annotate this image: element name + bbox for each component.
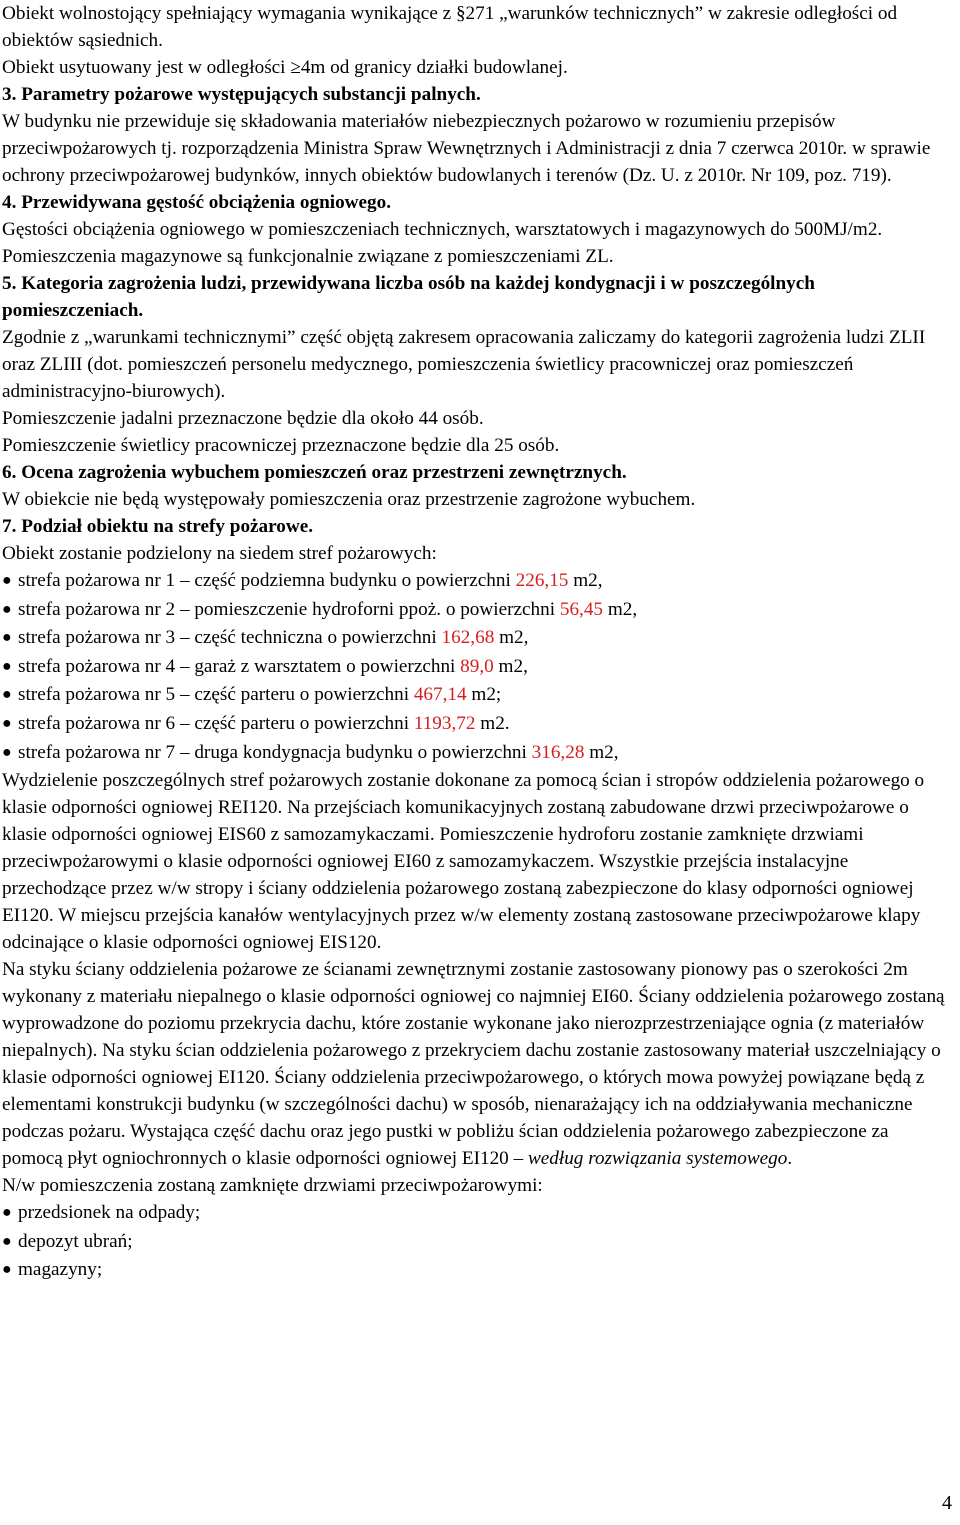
list-item: ● strefa pożarowa nr 1 – część podziemna budynku o powierzchni 226,15 m2, — [2, 567, 952, 596]
bullet-icon: ● — [2, 657, 12, 675]
document-page — [2, 0, 952, 1285]
bullet-icon: ● — [2, 572, 12, 589]
bullet-icon: ● — [2, 1261, 12, 1279]
section-4-text-1: Gęstości obciążenia ogniowego w pomieszczeniach technicznych, warsztatowych i magazynowych do 500MJ/m2. — [2, 219, 883, 240]
list-item: ● strefa pożarowa nr 5 – część parteru o powierzchni 467,14 m2; — [2, 681, 952, 710]
fire-zone-list — [2, 567, 952, 767]
section-5-heading: 5. Kategoria zagrożenia ludzi, przewidywana liczba osób na każdej kondygnacji i w poszczególnych pomieszczeniach. — [2, 273, 815, 321]
bullet-icon: ● — [2, 1232, 12, 1250]
bullet-icon: ● — [2, 714, 12, 732]
list-item: ● strefa pożarowa nr 4 – garaż z warsztatem o powierzchni 89,0 m2, — [2, 653, 952, 682]
page-number: 4 — [942, 1492, 952, 1514]
zone-area: 316,28 — [531, 741, 585, 763]
list-item: ● magazyny; — [2, 1256, 952, 1285]
section-7-paragraph-2: Na styku ściany oddzielenia pożarowe ze ścianami zewnętrznymi zostanie zastosowany pionowy pas o szerokości 2m wykonany z materiału niepalnego o klasie odporności ogniowej co najmniej EI60. Ściany oddzielenia pożarowego zostaną wyprowadzone do poziomu przekrycia dachu, które zostanie wykonane jako nierozprzestrzeniające ognia (z materiałów niepalnych). Na styku ścian oddzielenia pożarowego z przekryciem dachu zostanie zastosowany materiał uszczelniający o klasie odporności ogniowej EI120. Ściany oddzielenia przeciwpożarowego, o których mowa powyżej powiązane będą z elementami konstrukcji budynku (w szczególności dachu) w sposób, nienarażający ich na oddziaływania mechaniczne podczas pożaru. Wystająca część dachu oraz jego pustki w pobliżu ścian oddzielenia pożarowego zabezpieczone za pomocą płyt ogniochronnych o klasie odporności ogniowej EI120 – według rozwiązania systemowego. — [2, 959, 945, 1170]
paragraph-distance: Obiekt usytuowany jest w odległości ≥4m od granicy działki budowlanej. — [2, 57, 568, 78]
bullet-icon: ● — [2, 686, 12, 704]
bullet-icon: ● — [2, 743, 12, 761]
section-5-text-2: Pomieszczenie jadalni przeznaczone będzie dla około 44 osób. — [2, 408, 484, 429]
section-5-text-3: Pomieszczenie świetlicy pracowniczej przeznaczone będzie dla 25 osób. — [2, 435, 560, 456]
section-6-heading: 6. Ocena zagrożenia wybuchem pomieszczeń oraz przestrzeni zewnętrznych. — [2, 462, 627, 483]
list-item: ● strefa pożarowa nr 7 – druga kondygnacja budynku o powierzchni 316,28 m2, — [2, 739, 952, 768]
section-3-heading: 3. Parametry pożarowe występujących substancji palnych. — [2, 84, 481, 105]
doors-list — [2, 1199, 952, 1285]
section-4-text-2: Pomieszczenia magazynowe są funkcjonalnie związane z pomieszczeniami ZL. — [2, 246, 614, 267]
paragraph-location: Obiekt wolnostojący spełniający wymagania wynikające z §271 „warunków technicznych” w zakresie odległości od obiektów sąsiednich. — [2, 3, 898, 51]
zone-area: 162,68 — [441, 627, 495, 649]
zone-area: 226,15 — [515, 570, 569, 591]
section-7-intro: Obiekt zostanie podzielony na siedem stref pożarowych: — [2, 543, 437, 564]
list-item: ● depozyt ubrań; — [2, 1228, 952, 1257]
section-3-text: W budynku nie przewiduje się składowania materiałów niebezpiecznych pożarowo w rozumieniu przepisów przeciwpożarowych tj. rozporządzenia Ministra Spraw Wewnętrznych i Administracji z dnia 7 czerwca 2010r. w sprawie ochrony przeciwpożarowej budynków, innych obiektów budowlanych i terenów (Dz. U. z 2010r. Nr 109, poz. 719). — [2, 111, 931, 186]
section-6-text: W obiekcie nie będą występowały pomieszczenia oraz przestrzenie zagrożone wybuchem. — [2, 489, 696, 510]
bullet-icon: ● — [2, 1204, 12, 1222]
section-4-heading: 4. Przewidywana gęstość obciążenia ogniowego. — [2, 192, 392, 213]
list-item: ● strefa pożarowa nr 2 – pomieszczenie hydroforni ppoż. o powierzchni 56,45 m2, — [2, 596, 952, 625]
doors-intro: N/w pomieszczenia zostaną zamknięte drzwiami przeciwpożarowymi: — [2, 1175, 543, 1197]
list-item: ● strefa pożarowa nr 6 – część parteru o powierzchni 1193,72 m2. — [2, 710, 952, 739]
zone-area: 1193,72 — [413, 712, 476, 734]
zone-area: 467,14 — [413, 684, 467, 706]
section-7-paragraph-1: Wydzielenie poszczególnych stref pożarowych zostanie dokonane za pomocą ścian i stropów oddzielenia pożarowego o klasie odporności ogniowej REI120. Na przejściach komunikacyjnych zostaną zabudowane drzwi przeciwpożarowe o klasie odporności ogniowej EIS60 z samozamykaczami. Pomieszczenie hydroforu zostanie zamknięte drzwiami przeciwpożarowymi o klasie odporności ogniowej EI60 z samozamykaczem. Wszystkie przejścia instalacyjne przechodzące przez w/w stropy i ściany oddzielenia pożarowego zostaną zabezpieczone do klasy odporności ogniowej EI120. W miejscu przejścia kanałów wentylacyjnych przez w/w elementy zostaną zastosowane przeciwpożarowe klapy odcinające o klasie odporności ogniowej EIS120. — [2, 770, 925, 954]
list-item: ● przedsionek na odpady; — [2, 1199, 952, 1228]
zone-area: 89,0 — [460, 655, 494, 677]
section-5-text-1: Zgodnie z „warunkami technicznymi” część objętą zakresem opracowania zaliczamy do kategorii zagrożenia ludzi ZLII oraz ZLIII (dot. pomieszczeń personelu medycznego, pomieszczenia świetlicy pracowniczej oraz pomieszczeń administracyjno-biurowych). — [2, 327, 926, 402]
list-item: ● strefa pożarowa nr 3 – część techniczna o powierzchni 162,68 m2, — [2, 624, 952, 653]
section-7-heading: 7. Podział obiektu na strefy pożarowe. — [2, 516, 314, 537]
bullet-icon: ● — [2, 600, 12, 618]
zone-area: 56,45 — [559, 598, 604, 620]
bullet-icon: ● — [2, 629, 12, 647]
